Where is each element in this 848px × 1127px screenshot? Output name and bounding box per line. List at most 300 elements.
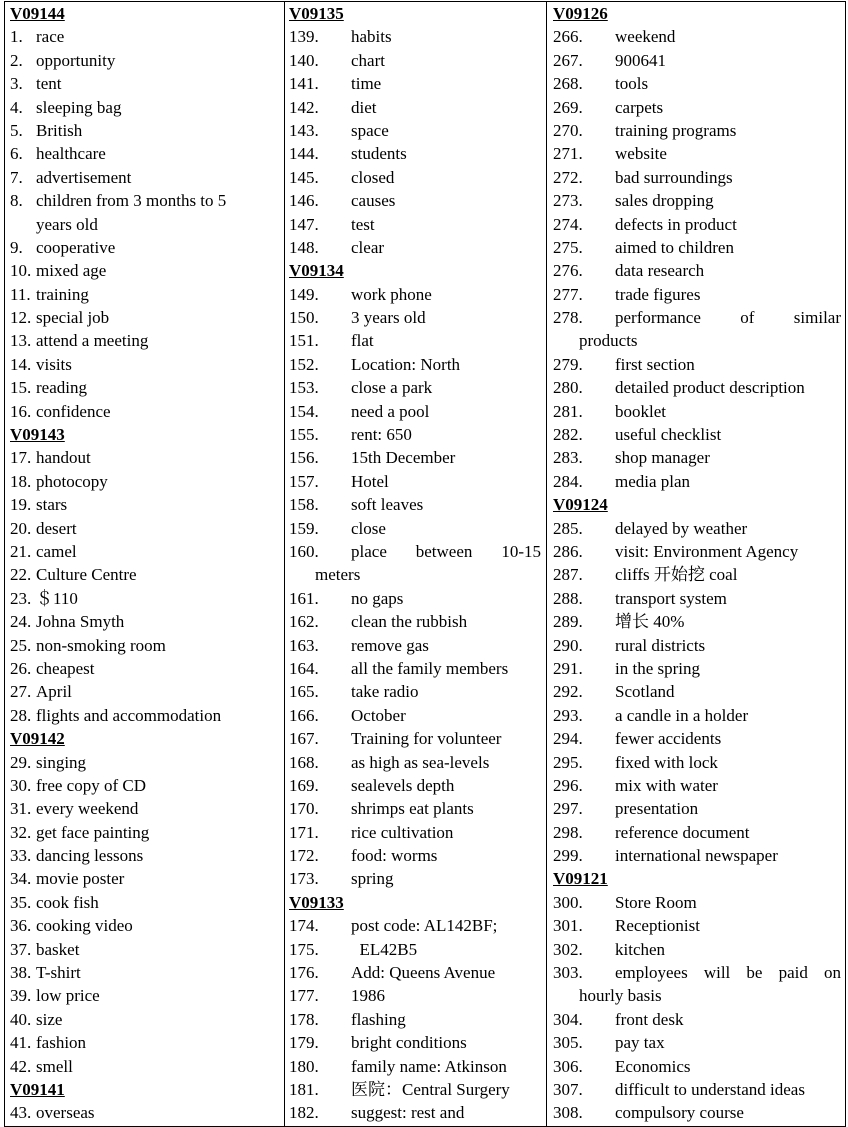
answer-item	[289, 938, 541, 961]
item-number: 22.	[10, 565, 32, 585]
answer-text: advertisement	[36, 167, 132, 187]
item-number: 283.	[553, 448, 583, 468]
answer-item	[553, 376, 841, 399]
answer-item	[289, 96, 541, 119]
answer-text: Receptionist	[615, 916, 700, 936]
answer-word: will	[703, 963, 731, 983]
answer-text: movie poster	[36, 869, 125, 889]
item-number: 170.	[289, 799, 319, 819]
answer-text: students	[351, 144, 407, 164]
answer-item	[553, 306, 841, 329]
item-number: 11.	[10, 284, 31, 304]
answer-item	[553, 797, 841, 820]
item-number: 21.	[10, 541, 32, 561]
answer-text: desert	[36, 518, 77, 538]
answer-item	[10, 25, 279, 48]
answer-item	[289, 984, 541, 1007]
item-number: 155.	[289, 425, 319, 445]
item-number: 158.	[289, 495, 319, 515]
item-number: 271.	[553, 144, 583, 164]
answer-text: cooperative	[36, 237, 116, 257]
section-code-label: V09126	[553, 4, 608, 23]
item-number: 150.	[289, 308, 319, 328]
answer-text: 3 years old	[351, 308, 426, 328]
answer-text: remove gas	[351, 635, 429, 655]
item-number: 277.	[553, 284, 583, 304]
item-number: 293.	[553, 705, 583, 725]
answer-text: spring	[351, 869, 394, 889]
answer-item	[10, 657, 279, 680]
answer-item	[10, 306, 279, 329]
answer-item	[289, 914, 541, 937]
item-number: 268.	[553, 74, 583, 94]
answer-text: free copy of CD	[36, 775, 146, 795]
answer-text: get face painting	[36, 822, 150, 842]
item-number: 174.	[289, 916, 319, 936]
answer-text: delayed by weather	[615, 518, 748, 538]
answer-item	[10, 1101, 279, 1124]
item-number: 168.	[289, 752, 319, 772]
answer-text: a candle in a holder	[615, 705, 749, 725]
answer-text: sleeping bag	[36, 97, 122, 117]
column-1	[5, 2, 285, 1126]
answer-item	[289, 142, 541, 165]
item-number: 291.	[553, 658, 583, 678]
item-number: 287.	[553, 565, 583, 585]
answer-item	[10, 1031, 279, 1054]
item-number: 18.	[10, 471, 32, 491]
item-number: 30.	[10, 775, 32, 795]
item-number: 148.	[289, 237, 319, 257]
answer-text: every weekend	[36, 799, 139, 819]
item-number: 31.	[10, 799, 32, 819]
item-number: 290.	[553, 635, 583, 655]
item-number: 297.	[553, 799, 583, 819]
answer-text: non-smoking room	[36, 635, 166, 655]
answer-item	[553, 446, 841, 469]
answer-text: meters	[315, 565, 361, 585]
answer-item	[553, 1078, 841, 1101]
answer-text: front desk	[615, 1009, 684, 1029]
item-number: 292.	[553, 682, 583, 702]
answer-item	[10, 961, 279, 984]
answer-text: bright conditions	[351, 1033, 467, 1053]
answer-item	[10, 914, 279, 937]
answer-word: performance	[615, 308, 701, 328]
item-number: 151.	[289, 331, 319, 351]
answer-item	[289, 751, 541, 774]
answer-text: media plan	[615, 471, 691, 491]
answer-text: time	[351, 74, 382, 94]
answer-text: closed	[351, 167, 395, 187]
item-number: 33.	[10, 846, 32, 866]
answer-item	[553, 938, 841, 961]
answer-text: carpets	[615, 97, 664, 117]
section-code-label: V09134	[289, 261, 344, 281]
answer-item	[553, 142, 841, 165]
item-number: 305.	[553, 1033, 583, 1053]
answer-text: training	[36, 284, 89, 304]
item-number: 306.	[553, 1056, 583, 1076]
item-number: 295.	[553, 752, 583, 772]
answer-text: rent: 650	[351, 425, 412, 445]
answer-text: cooking video	[36, 916, 133, 936]
section-code	[553, 2, 841, 25]
answer-item	[10, 236, 279, 259]
item-number: 19.	[10, 495, 32, 515]
item-number: 28.	[10, 705, 32, 725]
item-number: 5.	[10, 120, 23, 140]
answer-text: take radio	[351, 682, 419, 702]
answer-text: sales dropping	[615, 191, 714, 211]
answer-text: 医院：Central Surgery	[351, 1079, 510, 1099]
answer-word: place	[351, 541, 387, 561]
answer-text: Training for volunteer	[351, 729, 502, 749]
answer-item	[10, 72, 279, 95]
answer-text: basket	[36, 939, 80, 959]
answer-item	[289, 1008, 541, 1031]
answer-word: between	[415, 541, 473, 561]
answer-text: mixed age	[36, 261, 107, 281]
section-code-label: V09143	[10, 425, 65, 445]
answer-text: flat	[351, 331, 374, 351]
answer-item	[289, 727, 541, 750]
item-number: 167.	[289, 729, 319, 749]
answer-item	[289, 493, 541, 516]
answer-item	[10, 189, 279, 212]
answer-text: test	[351, 214, 375, 234]
answer-text: booklet	[615, 401, 666, 421]
answer-text: products	[579, 331, 638, 351]
answer-item	[553, 49, 841, 72]
item-number: 281.	[553, 401, 583, 421]
answer-item	[289, 961, 541, 984]
item-number: 169.	[289, 775, 319, 795]
answer-item	[289, 49, 541, 72]
answer-continuation	[553, 329, 841, 352]
item-number: 26.	[10, 658, 32, 678]
answer-item	[553, 657, 841, 680]
answer-item	[553, 844, 841, 867]
answer-text: overseas	[36, 1103, 95, 1123]
item-number: 20.	[10, 518, 32, 538]
answer-item	[10, 610, 279, 633]
answer-text: 增长 40%	[615, 612, 685, 632]
answer-text: clean the rubbish	[351, 612, 468, 632]
answer-item	[289, 797, 541, 820]
item-number: 43.	[10, 1103, 32, 1123]
answer-text: EL42B5	[351, 939, 418, 959]
answer-text: bad surroundings	[615, 167, 733, 187]
answer-item	[10, 119, 279, 142]
answer-item	[289, 166, 541, 189]
item-number: 276.	[553, 261, 583, 281]
answer-text: presentation	[615, 799, 699, 819]
item-number: 154.	[289, 401, 319, 421]
answer-item	[553, 283, 841, 306]
answer-item	[553, 727, 841, 750]
answer-text: close	[351, 518, 386, 538]
answer-item	[10, 517, 279, 540]
answer-item	[553, 1008, 841, 1031]
answer-text: clear	[351, 237, 385, 257]
answer-text: 900641	[615, 50, 666, 70]
answer-text: shrimps eat plants	[351, 799, 474, 819]
answer-item	[289, 376, 541, 399]
answer-item	[289, 329, 541, 352]
answer-item	[553, 166, 841, 189]
answer-item	[10, 867, 279, 890]
item-number: 12.	[10, 308, 32, 328]
answer-text: years old	[36, 214, 98, 234]
answer-text: work phone	[351, 284, 432, 304]
answer-text: transport system	[615, 588, 727, 608]
answer-item	[10, 1055, 279, 1078]
answer-word: on	[823, 963, 841, 983]
answer-item	[553, 1031, 841, 1054]
item-number: 298.	[553, 822, 583, 842]
answer-text: habits	[351, 27, 392, 47]
answer-text: mix with water	[615, 775, 718, 795]
answer-text: post code: AL142BF;	[351, 916, 498, 936]
item-number: 38.	[10, 963, 32, 983]
answer-text: low price	[36, 986, 100, 1006]
answer-item	[10, 680, 279, 703]
answer-item	[10, 493, 279, 516]
answer-text: rural districts	[615, 635, 706, 655]
answer-item	[553, 423, 841, 446]
section-code	[289, 2, 541, 25]
answer-text: first section	[615, 354, 695, 374]
answer-item	[10, 751, 279, 774]
answer-text: Scotland	[615, 682, 675, 702]
section-code-label: V09124	[553, 495, 608, 515]
item-number: 173.	[289, 869, 319, 889]
section-code	[289, 891, 541, 914]
item-number: 8.	[10, 191, 23, 211]
item-number: 39.	[10, 986, 32, 1006]
answer-text: no gaps	[351, 588, 404, 608]
answer-text: family name: Atkinson	[351, 1056, 507, 1076]
item-number: 166.	[289, 705, 319, 725]
item-number: 17.	[10, 448, 32, 468]
item-number: 172.	[289, 846, 319, 866]
answer-text: reference document	[615, 822, 750, 842]
item-number: 7.	[10, 167, 23, 187]
answer-item	[289, 470, 541, 493]
item-number: 272.	[553, 167, 583, 187]
answer-item	[10, 938, 279, 961]
answer-text: international newspaper	[615, 846, 778, 866]
item-number: 307.	[553, 1079, 583, 1099]
answer-text: British	[36, 120, 83, 140]
item-number: 144.	[289, 144, 319, 164]
item-number: 176.	[289, 963, 319, 983]
answer-text: compulsory course	[615, 1103, 744, 1123]
answer-text: trade figures	[615, 284, 701, 304]
section-code-label: V09135	[289, 4, 344, 23]
item-number: 4.	[10, 97, 23, 117]
answer-text: kitchen	[615, 939, 666, 959]
item-number: 159.	[289, 518, 319, 538]
item-number: 274.	[553, 214, 583, 234]
answer-item	[10, 470, 279, 493]
answer-word: similar	[793, 308, 841, 328]
item-number: 269.	[553, 97, 583, 117]
answer-item	[289, 1031, 541, 1054]
item-number: 161.	[289, 588, 319, 608]
item-number: 25.	[10, 635, 32, 655]
answer-text: special job	[36, 308, 110, 328]
answer-text: food: worms	[351, 846, 438, 866]
answer-word: paid	[778, 963, 808, 983]
item-number: 42.	[10, 1056, 32, 1076]
answer-item	[553, 400, 841, 423]
answer-item	[10, 844, 279, 867]
answer-text: close a park	[351, 378, 433, 398]
item-number: 279.	[553, 354, 583, 374]
item-number: 9.	[10, 237, 23, 257]
item-number: 34.	[10, 869, 32, 889]
item-number: 15.	[10, 378, 32, 398]
answer-item	[289, 540, 541, 563]
answer-item	[10, 774, 279, 797]
item-number: 179.	[289, 1033, 319, 1053]
section-code	[10, 423, 279, 446]
item-number: 288.	[553, 588, 583, 608]
section-code-label: V09141	[10, 1079, 65, 1099]
section-code-label: V09144	[10, 4, 65, 23]
item-number: 286.	[553, 541, 583, 561]
answer-text: fixed with lock	[615, 752, 718, 772]
answer-item	[289, 423, 541, 446]
answer-item	[289, 634, 541, 657]
section-code-label: V09142	[10, 729, 65, 749]
answer-item	[289, 1101, 541, 1124]
item-number: 266.	[553, 27, 583, 47]
answer-item	[10, 283, 279, 306]
answer-text: Hotel	[351, 471, 389, 491]
answer-text: reading	[36, 378, 87, 398]
answer-item	[10, 821, 279, 844]
answer-text: flights and accommodation	[36, 705, 222, 725]
item-number: 147.	[289, 214, 319, 234]
answer-text: Location: North	[351, 354, 461, 374]
answer-text: April	[36, 682, 72, 702]
answer-text: rice cultivation	[351, 822, 454, 842]
answer-text: difficult to understand ideas	[615, 1079, 805, 1099]
answer-text: diet	[351, 97, 377, 117]
item-number: 10.	[10, 261, 32, 281]
answer-item	[10, 142, 279, 165]
item-number: 175.	[289, 939, 319, 959]
answer-item	[553, 891, 841, 914]
answer-item	[289, 587, 541, 610]
answer-text: smell	[36, 1056, 73, 1076]
answer-item	[553, 72, 841, 95]
answer-text: singing	[36, 752, 87, 772]
item-number: 149.	[289, 284, 319, 304]
answer-text: Johna Smyth	[36, 612, 125, 632]
answer-text: attend a meeting	[36, 331, 149, 351]
item-number: 278.	[553, 308, 583, 328]
answer-item	[289, 25, 541, 48]
item-number: 289.	[553, 612, 583, 632]
answer-sheet-table	[4, 1, 846, 1127]
section-code	[10, 2, 279, 25]
answer-item	[553, 634, 841, 657]
answer-text: cook fish	[36, 892, 99, 912]
answer-text: race	[36, 27, 65, 47]
answer-text: fashion	[36, 1033, 87, 1053]
answer-text: tools	[615, 74, 649, 94]
item-number: 146.	[289, 191, 319, 211]
answer-text: visits	[36, 354, 72, 374]
answer-item	[10, 446, 279, 469]
answer-item	[289, 867, 541, 890]
answer-item	[553, 704, 841, 727]
answer-item	[553, 1055, 841, 1078]
item-number: 6.	[10, 144, 23, 164]
answer-text: soft leaves	[351, 495, 424, 515]
item-number: 163.	[289, 635, 319, 655]
answer-item	[553, 961, 841, 984]
answer-text: ＄110	[36, 588, 78, 608]
item-number: 296.	[553, 775, 583, 795]
section-code-label: V09133	[289, 892, 344, 912]
answer-text: October	[351, 705, 406, 725]
answer-item	[553, 213, 841, 236]
answer-text: pay tax	[615, 1033, 665, 1053]
answer-text: all the family members	[351, 658, 509, 678]
item-number: 152.	[289, 354, 319, 374]
answer-text: data research	[615, 261, 705, 281]
item-number: 300.	[553, 892, 583, 912]
answer-continuation	[289, 563, 541, 586]
answer-item	[10, 353, 279, 376]
answer-text: sealevels depth	[351, 775, 455, 795]
answer-text: need a pool	[351, 401, 430, 421]
answer-text	[615, 961, 841, 984]
answer-item	[553, 119, 841, 142]
answer-item	[10, 984, 279, 1007]
item-number: 171.	[289, 822, 319, 842]
answer-item	[289, 1055, 541, 1078]
item-number: 302.	[553, 939, 583, 959]
answer-item	[553, 189, 841, 212]
answer-item	[289, 821, 541, 844]
answer-text: Economics	[615, 1056, 691, 1076]
answer-text: chart	[351, 50, 385, 70]
answer-text: hourly basis	[579, 986, 662, 1006]
answer-item	[553, 236, 841, 259]
item-number: 27.	[10, 682, 32, 702]
item-number: 1.	[10, 27, 23, 47]
answer-item	[553, 25, 841, 48]
answer-item	[10, 704, 279, 727]
answer-item	[289, 844, 541, 867]
item-number: 2.	[10, 50, 23, 70]
item-number: 180.	[289, 1056, 319, 1076]
item-number: 24.	[10, 612, 32, 632]
item-number: 153.	[289, 378, 319, 398]
answer-item	[289, 72, 541, 95]
answer-item	[10, 329, 279, 352]
section-code	[10, 1078, 279, 1101]
answer-text: size	[36, 1009, 63, 1029]
answer-text: confidence	[36, 401, 111, 421]
item-number: 280.	[553, 378, 583, 398]
